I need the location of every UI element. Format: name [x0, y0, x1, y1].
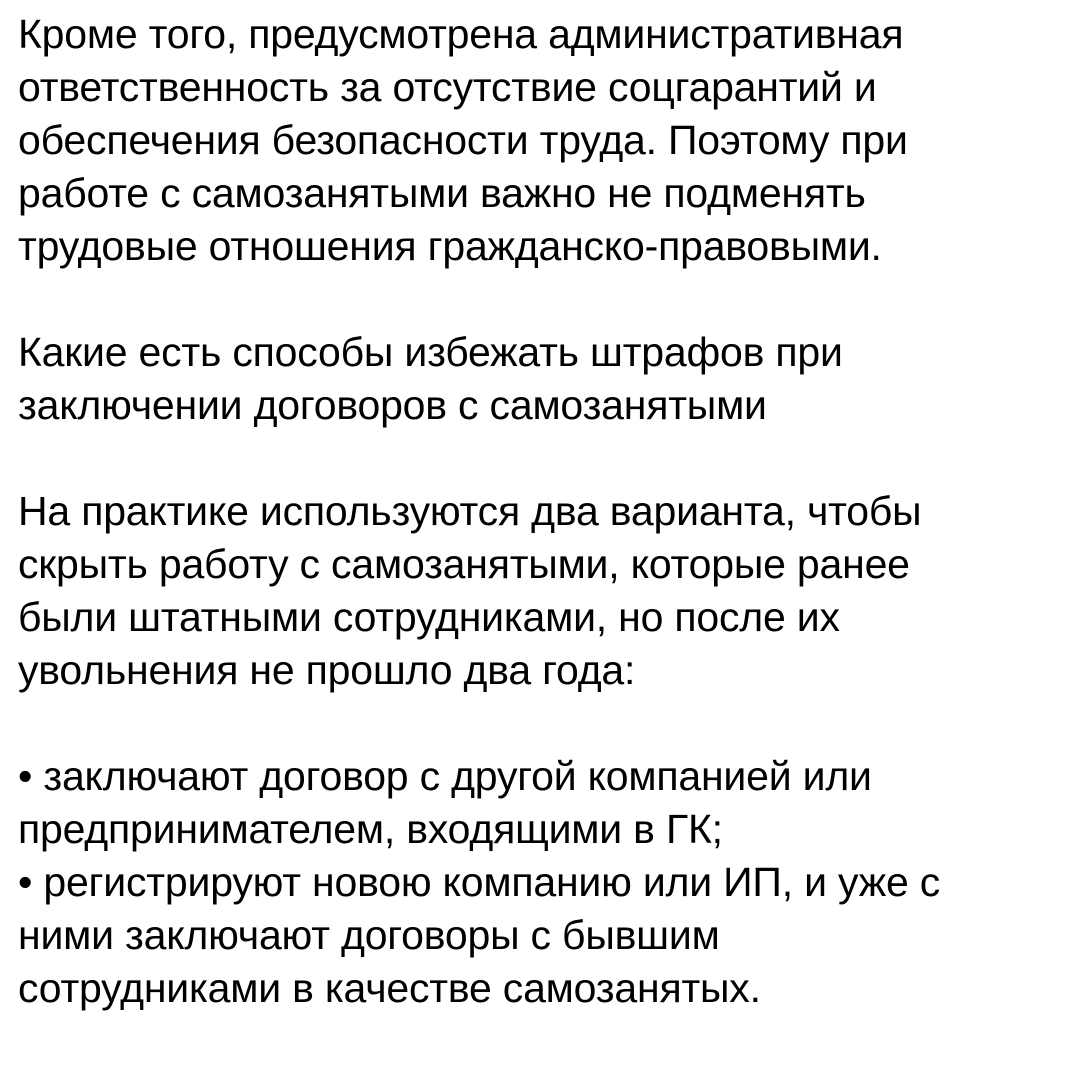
document-page	[18, 8, 1068, 1015]
text-line: работе с самозанятыми важно не подменять	[18, 170, 866, 216]
text-line: сотрудниками в качестве самозанятых.	[18, 965, 761, 1011]
text-line: предпринимателем, входящими в ГК;	[18, 806, 723, 852]
paragraph-intro	[18, 8, 1068, 273]
text-line: Какие есть способы избежать штрафов при	[18, 329, 843, 375]
text-line: увольнения не прошло два года:	[18, 647, 636, 693]
text-line: заключении договоров с самозанятыми	[18, 382, 767, 428]
text-line: На практике используются два варианта, чтобы	[18, 488, 922, 534]
text-line: трудовые отношения гражданско-правовыми.	[18, 223, 882, 269]
paragraph-question	[18, 326, 1068, 432]
text-line: скрыть работу с самозанятыми, которые ранее	[18, 541, 910, 587]
text-line: Кроме того, предусмотрена административная	[18, 11, 904, 57]
text-line: обеспечения безопасности труда. Поэтому при	[18, 117, 908, 163]
text-line: • заключают договор с другой компанией или	[18, 753, 872, 799]
bullet-list	[18, 750, 1068, 1015]
text-line: ними заключают договоры с бывшим	[18, 912, 720, 958]
bullet-item	[18, 856, 1068, 1015]
text-line: • регистрируют новою компанию или ИП, и уже с	[18, 859, 941, 905]
text-line: ответственность за отсутствие соцгарантий и	[18, 64, 877, 110]
bullet-item	[18, 750, 1068, 856]
paragraph-practice	[18, 485, 1068, 697]
text-line: были штатными сотрудниками, но после их	[18, 594, 840, 640]
